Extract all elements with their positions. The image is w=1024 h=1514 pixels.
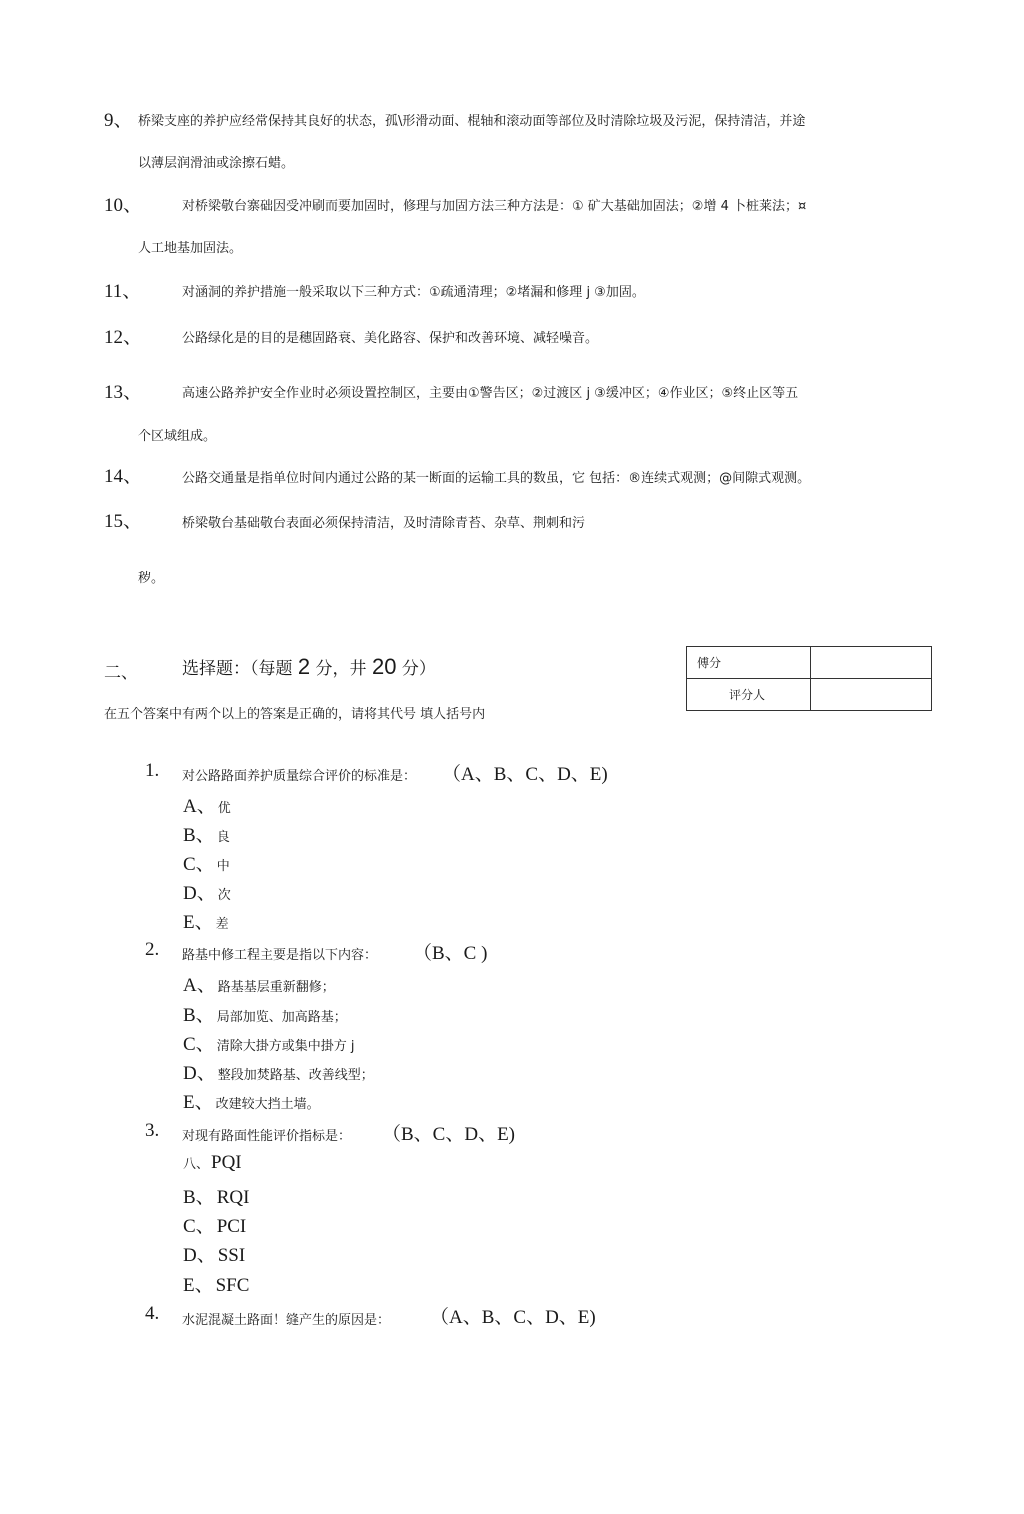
question-text: 对公路路面养护质量综合评价的标准是：: [182, 769, 417, 784]
option-e: E、 差: [183, 912, 229, 933]
question-answer: （A、B、C、D、E): [430, 1307, 596, 1328]
option-b: B、 良: [183, 825, 230, 846]
score-table: [686, 646, 932, 711]
item-number: 14、: [104, 466, 143, 487]
item-text-line1: 公路交通量是指单位时间内通过公路的某一断面的运输工具的数虽，它 包括：®连续式观测；@间隙式观测。: [182, 471, 811, 486]
item-text-line1: 对桥梁敬台寨础因受冲刷而要加固时，修理与加固方法三种方法是：① 矿大基础加固法；②增 4 卜桩莱法；¤: [182, 199, 807, 214]
item-text-line1: 桥梁敬台基础敬台表面必须保持清洁，及时清除青苔、杂草、荆刺和污: [182, 516, 586, 531]
item-text-line2: 以薄层润滑油或涂擦石蜡。: [138, 156, 295, 171]
item-number: 12、: [104, 327, 143, 348]
score-value-cell[interactable]: [811, 647, 932, 679]
question-text: 路基中修工程主要是指以下内容：: [182, 948, 378, 963]
option-d: D、 整段加焚路基、改善线型；: [183, 1063, 374, 1084]
question-answer: （B、C ): [413, 943, 488, 964]
question-text: 水泥混凝土路面！缝产生的原因是：: [182, 1313, 391, 1328]
option-a: A、 优: [183, 796, 231, 817]
section-instruction: 在五个答案中有两个以上的答案是正确的，请将其代号 填人括号内: [104, 707, 486, 722]
item-number: 10、: [104, 195, 143, 216]
option-a: A、 路基基层重新翻修；: [183, 975, 335, 996]
item-number: 9、: [104, 110, 133, 131]
item-text-line1: 对涵洞的养护措施一般采取以下三种方式：①疏通清理；②堵漏和修理 j ③加固。: [182, 285, 645, 300]
item-text-line1: 公路绿化是的目的是穗固路衰、美化路容、保护和改善环境、减轻噪音。: [182, 331, 599, 346]
question-number: 1.: [145, 760, 160, 781]
grader-value-cell[interactable]: [811, 679, 932, 711]
option-d: D、 SSI: [183, 1245, 246, 1266]
option-c: C、 清除大掛方或集中掛方 j: [183, 1034, 355, 1055]
option-c: C、 PCI: [183, 1216, 247, 1237]
item-text-line1: 桥梁支座的养护应经常保持其良好的状态，孤\形滑动面、棍轴和滚动面等部位及时清除垃圾及污泥，保持清洁，并途: [138, 114, 806, 129]
item-number: 13、: [104, 382, 143, 403]
question-answer: （A、B、C、D、E): [442, 764, 608, 785]
question-number: 3.: [145, 1120, 160, 1141]
question-number: 4.: [145, 1303, 160, 1324]
item-number: 15、: [104, 511, 143, 532]
option-b: B、 RQI: [183, 1187, 250, 1208]
option-d: D、 次: [183, 883, 231, 904]
option-e: E、 SFC: [183, 1275, 250, 1296]
question-text: 对现有路面性能评价指标是：: [182, 1129, 352, 1144]
item-text-line2: 人工地基加固法。: [138, 241, 243, 256]
grader-label: 评分人: [687, 679, 811, 711]
item-number: 11、: [104, 281, 142, 302]
question-number: 2.: [145, 939, 160, 960]
item-text-line1: 高速公路养护安全作业时必须设置控制区，主要由①警告区；②过渡区 j ③缓冲区；④作业区；⑤终止区等五: [182, 386, 799, 401]
score-label: 傅分: [687, 647, 811, 679]
item-text-line2: 秽。: [138, 571, 165, 586]
option-a: 八、 PQI: [183, 1152, 242, 1173]
option-c: C、 中: [183, 854, 230, 875]
item-text-line2: 个区域组成。: [138, 429, 217, 444]
section-number: 二、: [104, 663, 138, 683]
option-b: B、 局部加览、加高路基；: [183, 1005, 347, 1026]
question-answer: （B、C、D、E): [382, 1124, 516, 1145]
option-e: E、 改建较大挡土墙。: [183, 1092, 320, 1113]
section-title: 选择题：（每题 2 分，井 20 分）: [182, 654, 436, 679]
